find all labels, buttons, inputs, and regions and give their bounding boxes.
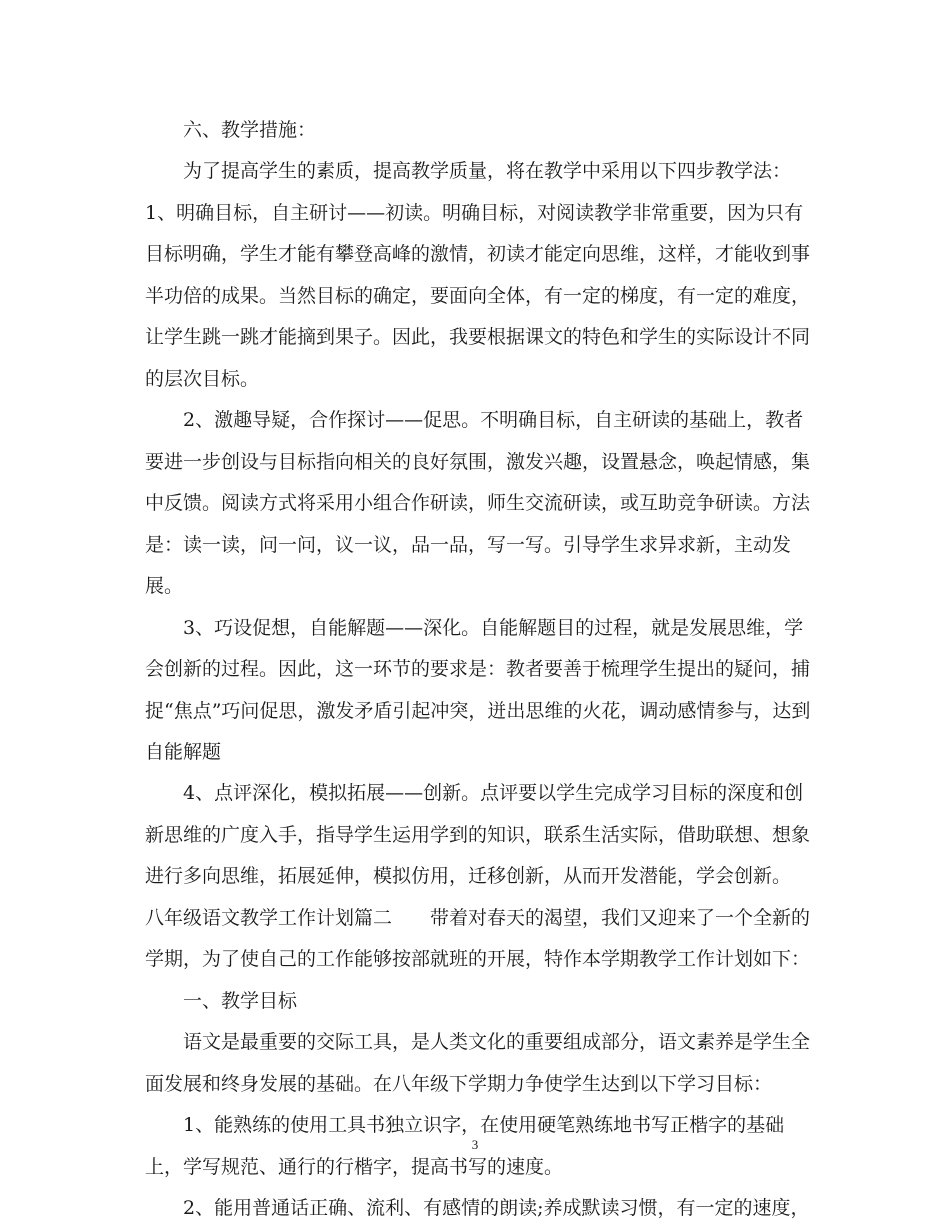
paragraph-line: 新思维的广度入手，指导学生运用学到的知识，联系生活实际，借助联想、想象 [145,824,811,846]
page-number: 3 [471,1137,479,1152]
paragraph-line: 语文是最重要的交际工具，是人类文化的重要组成部分，语文素养是学生全 [183,1031,811,1053]
paragraph-line: 3、巧设促想，自能解题——深化。自能解题目的过程，就是发展思维，学 [183,617,804,639]
paragraph-line: 为了提高学生的素质，提高教学质量，将在教学中采用以下四步教学法： [183,160,792,182]
paragraph-line: 1、明确目标，自主研讨——初读。明确目标，对阅读教学非常重要，因为只有 [145,202,804,224]
section-title-line: 八年级语文教学工作计划篇二 带着对春天的渴望，我们又迎来了一个全新的 [145,907,811,929]
paragraph-line: 自能解题 [145,741,222,763]
paragraph-line: 面发展和终身发展的基础。在八年级下学期力争使学生达到以下学习目标： [145,1073,773,1095]
paragraph-line: 2、能用普通话正确、流利、有感情的朗读;养成默读习惯，有一定的速度， [183,1197,810,1219]
paragraph-line: 上，学写规范、通行的行楷字，提高书写的速度。 [145,1156,564,1178]
paragraph-line: 捉“焦点”巧问促思，激发矛盾引起冲突，迸出思维的火花，调动感情参与，达到 [145,700,811,722]
paragraph-line: 进行多向思维，拓展延伸，模拟仿用，迁移创新，从而开发潜能，学会创新。 [145,865,792,887]
paragraph-line: 2、激趣导疑，合作探讨——促思。不明确目标，自主研读的基础上，教者 [183,409,804,431]
paragraph-line: 目标明确，学生才能有攀登高峰的激情，初读才能定向思维，这样，才能收到事 [145,243,811,265]
paragraph-line: 让学生跳一跳才能摘到果子。因此，我要根据课文的特色和学生的实际设计不同 [145,326,811,348]
paragraph-line: 会创新的过程。因此，这一环节的要求是：教者要善于梳理学生提出的疑问，捕 [145,658,811,680]
heading-teaching-measures: 六、教学措施： [183,119,317,141]
paragraph-line: 是：读一读，问一问，议一议，品一品，写一写。引导学生求异求新，主动发 [145,534,792,556]
paragraph-line: 要进一步创设与目标指向相关的良好氛围，激发兴趣，设置悬念，唤起情感，集 [145,451,811,473]
paragraph-line: 的层次目标。 [145,368,260,390]
paragraph-line: 半功倍的成果。当然目标的确定，要面向全体，有一定的梯度，有一定的难度， [145,285,811,307]
paragraph-line: 中反馈。阅读方式将采用小组合作研读，师生交流研读，或互助竞争研读。方法 [145,492,811,514]
paragraph-line: 学期，为了使自己的工作能够按部就班的开展，特作本学期教学工作计划如下： [145,948,811,970]
paragraph-line: 展。 [145,575,184,597]
heading-teaching-goals: 一、教学目标 [183,990,298,1012]
paragraph-line: 4、点评深化，模拟拓展——创新。点评要以学生完成学习目标的深度和创 [183,782,804,804]
paragraph-line: 1、能熟练的使用工具书独立识字，在使用硬笔熟练地书写正楷字的基础 [183,1114,785,1136]
